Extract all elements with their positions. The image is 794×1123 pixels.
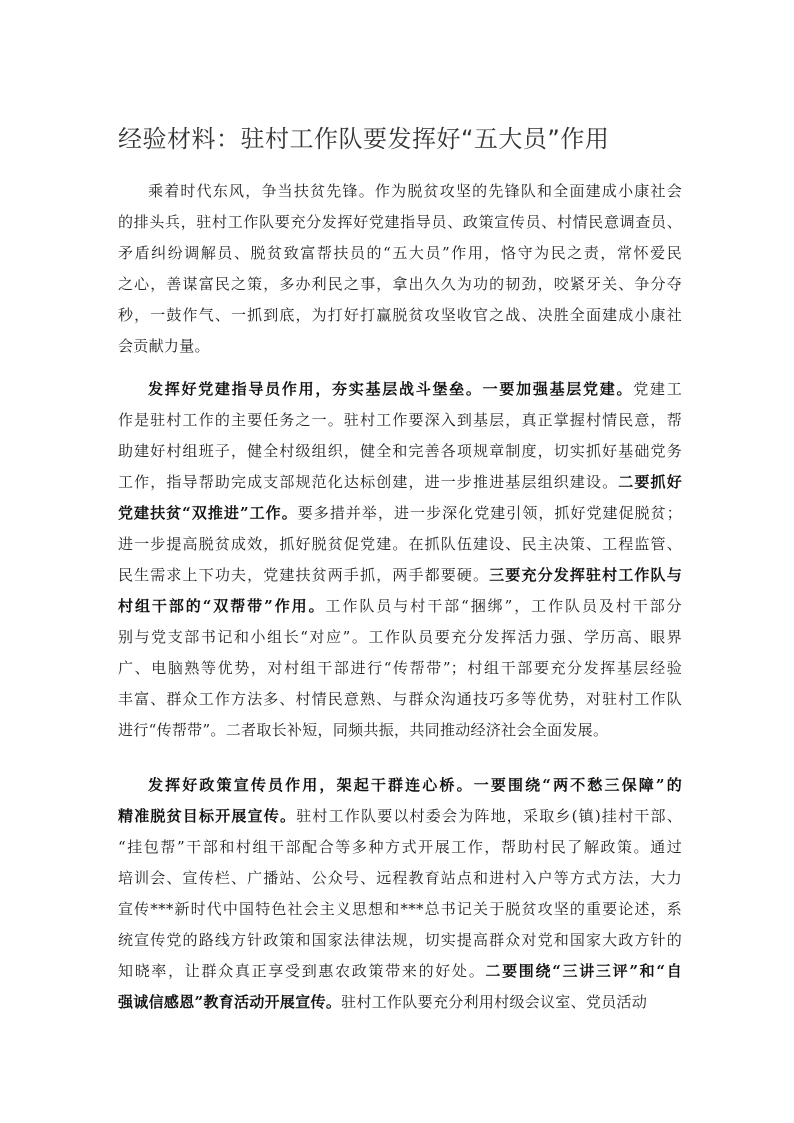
body-text: 乘着时代东风，争当扶贫先锋。作为脱贫攻坚的先锋队和全面建成小康社会 (148, 182, 682, 200)
text-line (118, 863, 682, 894)
body-text: 培训会、宣传栏、广播站、公众号、远程教育站点和进村入户等方式方法，大力 (118, 869, 682, 887)
body-text: 党建工 (633, 380, 682, 398)
bold-text: 精准脱贫目标开展宣传。 (118, 807, 297, 825)
bold-text: 发挥好政策宣传员作用，架起干群连心桥。一要围绕“两不愁三保障”的 (148, 776, 682, 794)
body-text: 助建好村组班子，健全村级组织，健全和完善各项规章制度，切实抓好基础党务 (118, 442, 682, 460)
text-line (118, 956, 682, 987)
bold-text: 三要充分发挥驻村工作队与 (489, 566, 682, 584)
body-text: 民生需求上下功夫，党建扶贫两手抓，两手都要硬。 (118, 566, 490, 584)
text-line (118, 300, 682, 331)
text-line (118, 374, 682, 405)
body-text: 之心，善谋富民之策，多办利民之事，拿出久久为功的韧劲，咬紧牙关、争分夺 (118, 275, 682, 293)
text-line (118, 622, 682, 653)
paragraph-intro (118, 176, 682, 362)
text-line (118, 894, 682, 925)
bold-text: 二要抓好 (618, 473, 682, 491)
text-line (118, 269, 682, 300)
bold-text: 发挥好党建指导员作用，夯实基层战斗堡垒。一要加强基层党建。 (148, 380, 634, 398)
body-text: 别与党支部书记和小组长“对应”。工作队员要充分发挥活力强、学历高、眼界 (118, 628, 682, 646)
text-line (118, 176, 682, 207)
text-line (118, 801, 682, 832)
body-text: 驻村工作队要以村委会为阵地，采取乡(镇)挂村干部、 (296, 807, 682, 825)
text-line (118, 467, 682, 498)
text-line (118, 498, 682, 529)
body-text: “挂包帮”干部和村组干部配合等多种方式开展工作，帮助村民了解政策。通过 (118, 838, 682, 856)
body-text: 广、电脑熟等优势，对村组干部进行“传帮带”；村组干部要充分发挥基层经验 (118, 659, 682, 677)
text-line (118, 207, 682, 238)
text-line (118, 529, 682, 560)
text-line (118, 684, 682, 715)
text-line (118, 436, 682, 467)
body-text: 会贡献力量。 (118, 337, 210, 355)
body-text: 工作，指导帮助完成支部规范化达标创建，进一步推进基层组织建设。 (118, 473, 619, 491)
paragraph-policy-publicity (118, 770, 682, 1018)
text-line (118, 405, 682, 436)
body-text: 驻村工作队要充分利用村级会议室、党员活动 (341, 993, 648, 1011)
body-text: 矛盾纠纷调解员、脱贫致富帮扶员的“五大员”作用，恪守为民之责，常怀爱民 (118, 244, 682, 262)
text-line (118, 987, 682, 1018)
body-text: 宣传***新时代中国特色社会主义思想和***总书记关于脱贫攻坚的重要论述，系 (118, 900, 682, 918)
text-line (118, 331, 682, 362)
text-line (118, 560, 682, 591)
bold-text: 强诚信感恩”教育活动开展宣传。 (118, 993, 342, 1011)
paragraph-party-building-guide (118, 374, 682, 746)
text-line (118, 715, 682, 746)
bold-text: 党建扶贫“双推进”工作。 (118, 504, 298, 522)
body-text: 知晓率，让群众真正享受到惠农政策带来的好处。 (118, 962, 486, 980)
body-text: 进行“传帮带”。二者取长补短，同频共振，共同推动经济社会全面发展。 (118, 721, 609, 739)
text-line (118, 925, 682, 956)
document-title: 经验材料：驻村工作队要发挥好“五大员”作用 (118, 125, 610, 153)
body-text: 进一步提高脱贫成效，抓好脱贫促党建。在抓队伍建设、民主决策、工程监管、 (118, 535, 682, 553)
body-text: 秒，一鼓作气、一抓到底，为打好打赢脱贫攻坚收官之战、决胜全面建成小康社 (118, 306, 682, 324)
body-text: 要多措并举，进一步深化党建引领，抓好党建促脱贫； (297, 504, 682, 522)
bold-text: 二要围绕“三讲三评”和“自 (485, 962, 682, 980)
text-line (118, 832, 682, 863)
body-text: 的排头兵，驻村工作队要充分发挥好党建指导员、政策宣传员、村情民意调查员、 (118, 213, 682, 231)
text-line (118, 238, 682, 269)
text-line (118, 770, 682, 801)
text-line (118, 591, 682, 622)
body-text: 作是驻村工作的主要任务之一。驻村工作要深入到基层，真正掌握村情民意，帮 (118, 411, 682, 429)
bold-text: 村组干部的“双帮带”作用。 (118, 597, 326, 615)
body-text: 工作队员与村干部“捆绑”，工作队员及村干部分 (325, 597, 682, 615)
body-text: 统宣传党的路线方针政策和国家法律法规，切实提高群众对党和国家大政方针的 (118, 931, 682, 949)
body-text: 丰富、群众工作方法多、村情民意熟、与群众沟通技巧多等优势，对驻村工作队 (118, 690, 682, 708)
text-line (118, 653, 682, 684)
